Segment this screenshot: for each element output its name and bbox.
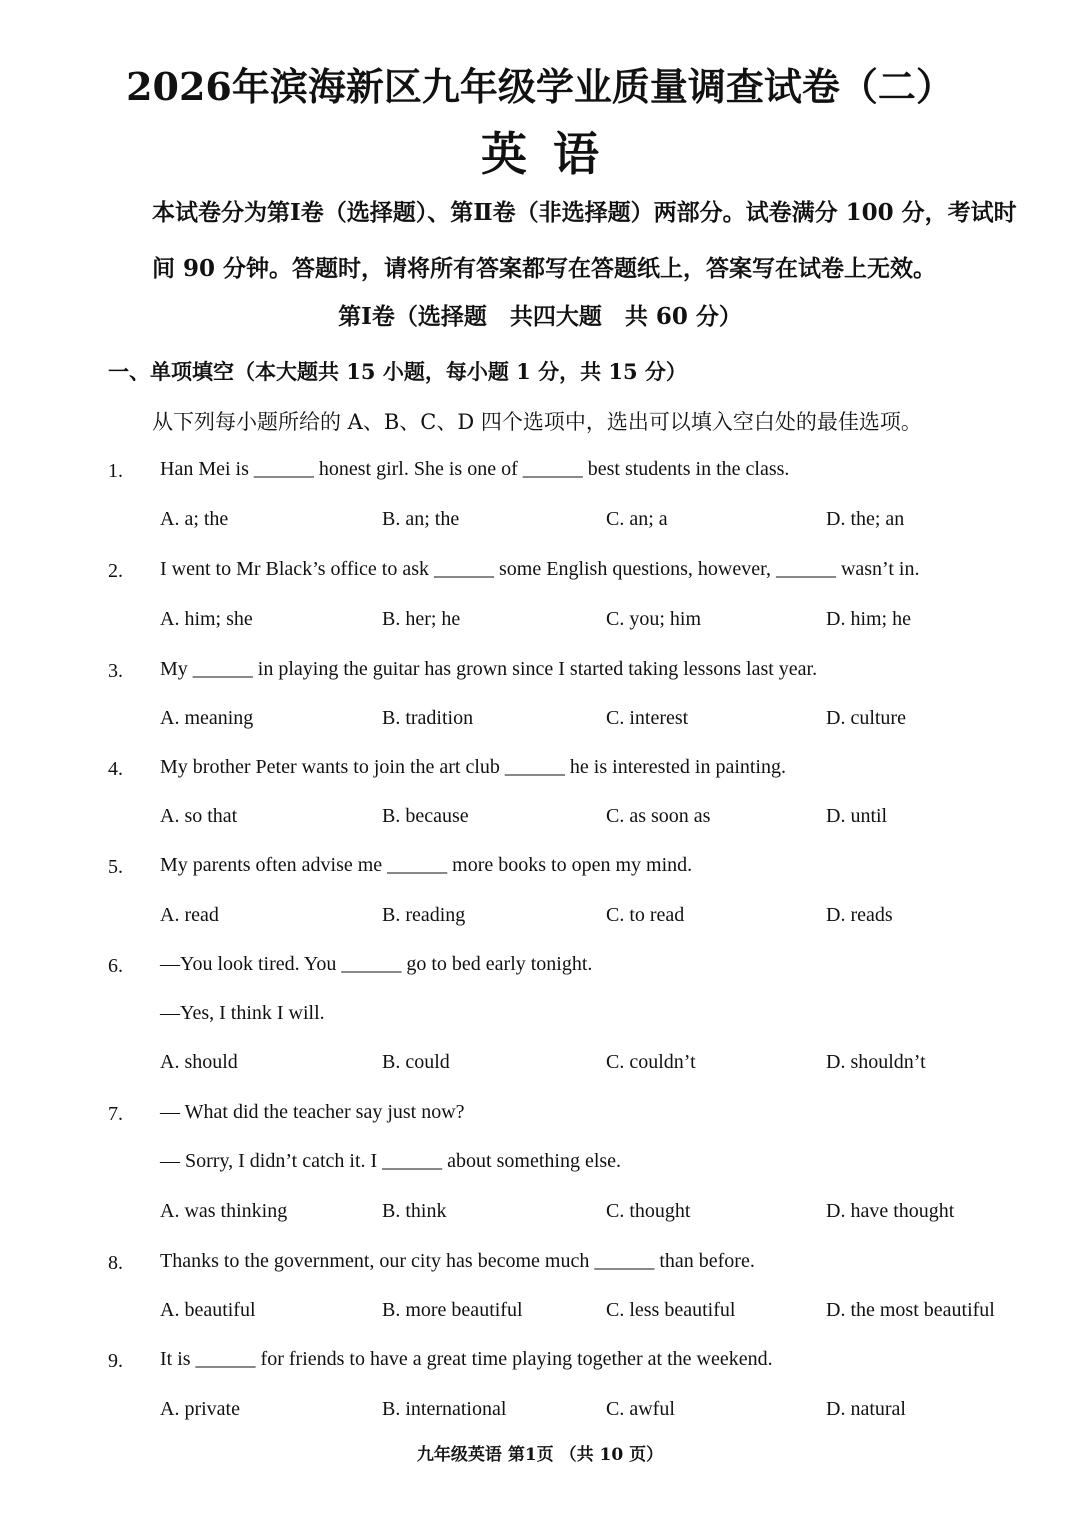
option-b: B. could [382, 1051, 450, 1073]
question-stem-response: —Yes, I think I will. [160, 1002, 325, 1024]
option-c: C. as soon as [606, 805, 711, 827]
option-d: D. shouldn’t [826, 1051, 926, 1073]
option-a: A. beautiful [160, 1299, 256, 1321]
option-c: C. to read [606, 904, 685, 926]
option-a: A. so that [160, 805, 238, 827]
option-d: D. the most beautiful [826, 1299, 995, 1321]
question-stem: —You look tired. You ______ go to bed early tonight. [160, 953, 593, 975]
option-c: C. thought [606, 1200, 691, 1222]
option-a: A. should [160, 1051, 238, 1073]
option-d: D. him; he [826, 608, 911, 630]
option-c: C. awful [606, 1398, 675, 1420]
intro-text-line-2: 间 90 分钟。答题时，请将所有答案都写在答题纸上，答案写在试卷上无效。 [152, 255, 937, 282]
option-b: B. tradition [382, 707, 474, 729]
page-footer: 九年级英语 第1页 （共 10 页） [416, 1445, 664, 1465]
option-a: A. private [160, 1398, 240, 1420]
option-d: D. have thought [826, 1200, 955, 1222]
question-number: 1. [108, 460, 123, 482]
question-number: 8. [108, 1252, 123, 1274]
question-stem: Thanks to the government, our city has become much ______ than before. [160, 1250, 755, 1272]
exam-subject: 英语 [481, 127, 625, 181]
question-number: 6. [108, 955, 123, 977]
option-d: D. the; an [826, 508, 905, 530]
option-d: D. reads [826, 904, 893, 926]
option-b: B. reading [382, 904, 466, 926]
option-d: D. culture [826, 707, 906, 729]
question-stem: My ______ in playing the guitar has grown since I started taking lessons last year. [160, 658, 818, 680]
question-stem: — What did the teacher say just now? [160, 1101, 465, 1123]
option-a: A. was thinking [160, 1200, 288, 1222]
option-a: A. meaning [160, 707, 254, 729]
question-number: 4. [108, 758, 123, 780]
question-number: 2. [108, 560, 123, 582]
question-stem: It is ______ for friends to have a great time playing together at the weekend. [160, 1348, 773, 1370]
question-stem: Han Mei is ______ honest girl. She is one of ______ best students in the class. [160, 458, 790, 480]
intro-text-line-1: 本试卷分为第Ⅰ卷（选择题）、第Ⅱ卷（非选择题）两部分。试卷满分 100 分，考试时 [152, 199, 1017, 226]
option-b: B. more beautiful [382, 1299, 523, 1321]
exam-title: 2026年滨海新区九年级学业质量调查试卷（二） [126, 64, 954, 109]
question-stem: My brother Peter wants to join the art club ______ he is interested in painting. [160, 756, 786, 778]
option-b: B. an; the [382, 508, 460, 530]
section-title: 一、单项填空（本大题共 15 小题，每小题 1 分，共 15 分） [108, 359, 687, 384]
question-number: 7. [108, 1103, 123, 1125]
option-b: B. because [382, 805, 469, 827]
option-d: D. until [826, 805, 888, 827]
option-a: A. a; the [160, 508, 229, 530]
question-stem-response: — Sorry, I didn’t catch it. I ______ about something else. [160, 1150, 622, 1172]
option-a: A. read [160, 904, 219, 926]
question-number: 5. [108, 856, 123, 878]
part-title: 第Ⅰ卷（选择题 共四大题 共 60 分） [338, 303, 742, 330]
option-b: B. her; he [382, 608, 461, 630]
option-d: D. natural [826, 1398, 906, 1420]
question-number: 9. [108, 1350, 123, 1372]
option-b: B. think [382, 1200, 447, 1222]
option-a: A. him; she [160, 608, 253, 630]
section-instruction: 从下列每小题所给的 A、B、C、D 四个选项中，选出可以填入空白处的最佳选项。 [152, 410, 922, 434]
option-b: B. international [382, 1398, 507, 1420]
option-c: C. an; a [606, 508, 668, 530]
option-c: C. interest [606, 707, 689, 729]
option-c: C. couldn’t [606, 1051, 696, 1073]
option-c: C. less beautiful [606, 1299, 736, 1321]
question-stem: My parents often advise me ______ more books to open my mind. [160, 854, 693, 876]
question-number: 3. [108, 660, 123, 682]
option-c: C. you; him [606, 608, 702, 630]
question-stem: I went to Mr Black’s office to ask ______ some English questions, however, ______ wasn’t in. [160, 558, 920, 580]
